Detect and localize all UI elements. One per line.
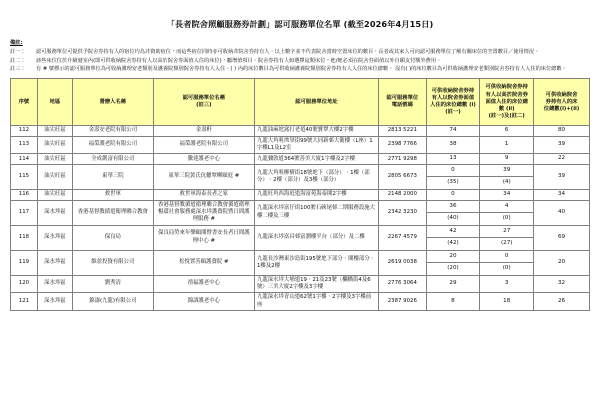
cell-beds-total: 39 xyxy=(534,164,590,189)
bed-count-nursing-home: (20) xyxy=(447,265,459,272)
table-row xyxy=(11,200,590,225)
cell-unit-name: 錦濤護老中心 xyxy=(153,293,254,311)
cell-address: 九龍深水埗富仔街100號石硤尾邨二期服務設施大樓二樓及三樓 xyxy=(254,200,378,225)
note-item xyxy=(10,57,590,65)
bed-count-nursing-home: (0) xyxy=(502,265,511,272)
cell-beds-i: 8 xyxy=(426,293,480,311)
cell-address: 九龍深水埗青山道62號1字樓、2字樓及3字樓前座 xyxy=(254,293,378,311)
cell-beds-total: 22 xyxy=(534,154,590,165)
cell-tel: 2813 5221 xyxy=(379,126,427,137)
note-text: 有 # 號標示的認可服務單位為可收納護理安老類別及護養院類別院舍券持有人入住。( ) 內的床位數目為可供收納護養院類別院舍券持有人入住的床位總數。 沒有( )的床位數目為可供收納護理安老類別院舍券持有人入住的床位總數。 xyxy=(36,66,567,73)
cell-address: 九龍深水埗大埔道19、21及23號（欄橋街4及6號）三美大廈2字樓及3字樓 xyxy=(254,275,378,293)
bed-count-residential-care: 0 xyxy=(480,251,533,264)
cell-beds-ii xyxy=(480,164,534,189)
note-item xyxy=(10,65,590,73)
cell-beds-ii xyxy=(480,225,534,250)
table-row xyxy=(11,126,590,137)
notes-section xyxy=(10,39,590,73)
column-header-beds-i xyxy=(426,79,480,126)
cell-operator: 錦濤(九龍)有限公司 xyxy=(73,293,154,311)
cell-address: 九龍大角咀柳樹街18號地下（部分）、1樓（部分）、2樓（部分）及3樓（部分） xyxy=(254,164,378,189)
cell-beds-i: 29 xyxy=(426,275,480,293)
cell-district: 深水埗區 xyxy=(37,250,72,275)
cell-seq: 121 xyxy=(11,293,38,311)
cell-beds-total: 80 xyxy=(534,126,590,137)
header-line: 面值人住的床位總 xyxy=(485,98,528,105)
cell-operator: 金壽安老院有限公司 xyxy=(73,126,154,137)
cell-district: 深水埗區 xyxy=(37,293,72,311)
cell-operator: 劉秀清 xyxy=(73,275,154,293)
header-line: 序號 xyxy=(18,98,30,105)
table-row xyxy=(11,164,590,189)
cell-beds-i: 74 xyxy=(426,126,480,137)
column-header-address xyxy=(254,79,378,126)
table-header xyxy=(11,79,590,126)
bed-count-residential-care: 4 xyxy=(480,201,533,214)
header-line: 人住的床位總數 (i) xyxy=(430,102,476,109)
cell-beds-i xyxy=(426,200,480,225)
header-line: 營辦人名稱 xyxy=(99,98,127,105)
cell-district: 油尖旺區 xyxy=(37,136,72,154)
column-header-beds-ii xyxy=(480,79,534,126)
cell-tel: 2267 4579 xyxy=(379,225,427,250)
column-header-unit-name xyxy=(153,79,254,126)
header-row xyxy=(11,79,590,126)
cell-beds-total: 20 xyxy=(534,250,590,275)
header-line: (註一)及(註二) xyxy=(488,112,525,119)
cell-operator: 福榮護老院有限公司 xyxy=(73,136,154,154)
cell-beds-i xyxy=(426,250,480,275)
cell-unit-name: 禧福護老中心 xyxy=(153,275,254,293)
cell-district: 深水埗區 xyxy=(37,225,72,250)
cell-unit-name: 騰達護老中心 xyxy=(153,154,254,165)
cell-seq: 117 xyxy=(11,200,38,225)
header-line: 地區 xyxy=(49,98,61,105)
note-tag: 註一： xyxy=(10,49,26,56)
cell-beds-i: 0 xyxy=(426,190,480,201)
table-row xyxy=(11,250,590,275)
page-title: 「長者院舍照顧服務券計劃」認可服務單位名單 (截至2026年4月15日) xyxy=(166,19,434,29)
cell-address: 九龍大角咀埃華街99號大同新邨大衛樓（L座）1字樓L1及L2室 xyxy=(254,136,378,154)
table-body xyxy=(11,126,590,311)
bed-count-residential-care: 0 xyxy=(427,165,480,178)
cell-seq: 114 xyxy=(11,154,38,165)
cell-beds-ii: 3 xyxy=(480,275,534,293)
cell-district: 深水埗區 xyxy=(37,200,72,225)
cell-district: 油尖旺區 xyxy=(37,190,72,201)
table-row xyxy=(11,293,590,311)
cell-tel: 2805 6673 xyxy=(379,164,427,189)
table-row xyxy=(11,225,590,250)
cell-tel: 2342 3230 xyxy=(379,200,427,225)
bed-count-residential-care: 27 xyxy=(480,226,533,239)
cell-address: 九龍旺角西海庭道海富苑海泰閣2字樓 xyxy=(254,190,378,201)
cell-address: 九龍深水埗富昌邨富潤樓平台（部分）及二樓 xyxy=(254,225,378,250)
header-line: 電話號碼 xyxy=(391,102,413,109)
cell-beds-ii: 6 xyxy=(480,126,534,137)
cell-seq: 118 xyxy=(11,225,38,250)
cell-operator: 保良局 xyxy=(73,225,154,250)
cell-tel: 2148 2000 xyxy=(379,190,427,201)
cell-beds-ii xyxy=(480,250,534,275)
cell-unit-name: 金壽軒 xyxy=(153,126,254,137)
cell-beds-i: 38 xyxy=(426,136,480,154)
note-tag: 註二： xyxy=(10,57,26,64)
note-text: 認可服務單位可提供予院舍券持有人的宿位均為非資助宿位，而這些宿位同時亦可收納非院舍券持有人。以上數字並不代表院舍當時空置床位的數目，長者或其家人可向認可服務單位了解有關床位的空置數目／使用情況。 xyxy=(36,49,540,56)
header-line: 有人以高於院舍券 xyxy=(485,91,528,98)
cell-tel: 2771 9298 xyxy=(379,154,427,165)
header-line: (註一) xyxy=(445,109,461,116)
header-line: 可供收納院舍 xyxy=(545,91,578,98)
cell-operator: 維盈投資有限公司 xyxy=(73,250,154,275)
cell-unit-name: 松悅置善頤護養院 # xyxy=(153,250,254,275)
cell-beds-i xyxy=(426,225,480,250)
column-header-operator xyxy=(73,79,154,126)
cell-operator: 香港基督教循道衛理聯合教會 xyxy=(73,200,154,225)
cell-tel: 2398 7766 xyxy=(379,136,427,154)
header-line: 認可服務單位地址 xyxy=(295,98,338,105)
cell-seq: 112 xyxy=(11,126,38,137)
header-line: 數 (ii) xyxy=(498,105,515,112)
cell-tel: 2387 9026 xyxy=(379,293,427,311)
bed-count-nursing-home: (42) xyxy=(447,240,459,247)
table-row xyxy=(11,154,590,165)
bed-count-nursing-home: (40) xyxy=(447,215,459,222)
service-units-table xyxy=(10,78,590,311)
cell-unit-name: 東華三院黃氏伉儷翠柳頤庭 # xyxy=(153,164,254,189)
cell-address: 九龍油麻地窩打老道40號寶翠大樓2字樓 xyxy=(254,126,378,137)
note-text: 該些床位位於升級寢室內(即可供收納院舍券持有人以高於院舍券面值入住的床位)，屬增值項目。院舍券持有人如選擇這類床位，他/她必須在院舍券面值以外自願支付額外費用。 xyxy=(36,57,442,64)
cell-beds-total: 69 xyxy=(534,225,590,250)
cell-seq: 115 xyxy=(11,164,38,189)
cell-beds-i xyxy=(426,164,480,189)
header-line: 券持有人的床 xyxy=(545,98,578,105)
cell-beds-total: 34 xyxy=(534,190,590,201)
bed-count-residential-care: 42 xyxy=(427,226,480,239)
cell-seq: 120 xyxy=(11,275,38,293)
cell-seq: 119 xyxy=(11,250,38,275)
cell-beds-ii xyxy=(480,200,534,225)
cell-unit-name: 福榮護老院有限公司 xyxy=(153,136,254,154)
cell-address: 九龍長沙灣東沙島街195號地下部分、閣樓部分、1樓及2樓 xyxy=(254,250,378,275)
notes-label: 備註: xyxy=(10,39,23,46)
header-line: 有人以院舍券面值 xyxy=(431,95,475,102)
cell-operator: 救世軍 xyxy=(73,190,154,201)
cell-unit-name: 香港基督教循道衛理聯合教會循道衛理楊震社會服務處深水埗護養院暨日間護理服務 # xyxy=(153,200,254,225)
bed-count-nursing-home: (0) xyxy=(502,215,511,222)
cell-district: 油尖旺區 xyxy=(37,126,72,137)
column-header-district xyxy=(37,79,72,126)
header-line: 認可服務單位 xyxy=(386,95,419,102)
cell-beds-ii: 18 xyxy=(480,293,534,311)
column-header-beds-total xyxy=(534,79,590,126)
cell-beds-total: 26 xyxy=(534,293,590,311)
cell-beds-ii: 9 xyxy=(480,154,534,165)
note-item xyxy=(10,48,590,56)
cell-district: 深水埗區 xyxy=(37,275,72,293)
header-line: (註三) xyxy=(196,102,212,109)
cell-beds-ii: 1 xyxy=(480,136,534,154)
cell-tel: 2776 3064 xyxy=(379,275,427,293)
cell-beds-total: 39 xyxy=(534,136,590,154)
cell-unit-name: 救世軍海泰長者之家 xyxy=(153,190,254,201)
header-line: 可供收納院舍券持 xyxy=(431,87,475,94)
table-row xyxy=(11,136,590,154)
bed-count-nursing-home: (35) xyxy=(447,179,459,186)
bed-count-nursing-home: (27) xyxy=(500,240,513,247)
header-line: 可供收納院舍券持 xyxy=(485,84,528,91)
cell-district: 油尖旺區 xyxy=(37,164,72,189)
note-tag: 註三： xyxy=(10,66,26,73)
column-header-tel xyxy=(379,79,427,126)
cell-operator: 全成創富有限公司 xyxy=(73,154,154,165)
cell-seq: 116 xyxy=(11,190,38,201)
cell-address: 九龍彌敦道364號善美大廈1字樓及2字樓 xyxy=(254,154,378,165)
header-line: 認可服務單位名稱 xyxy=(182,95,225,102)
cell-unit-name: 保良局勞來年樂頤閣暨書安長者日間護理中心 # xyxy=(153,225,254,250)
cell-beds-i: 13 xyxy=(426,154,480,165)
cell-beds-ii: 34 xyxy=(480,190,534,201)
table-row xyxy=(11,190,590,201)
cell-district: 油尖旺區 xyxy=(37,154,72,165)
cell-beds-total: 32 xyxy=(534,275,590,293)
bed-count-nursing-home: (4) xyxy=(502,179,511,186)
bed-count-residential-care: 20 xyxy=(427,251,480,264)
cell-seq: 113 xyxy=(11,136,38,154)
cell-operator: 東華三院 xyxy=(73,164,154,189)
cell-tel: 2619 0038 xyxy=(379,250,427,275)
table-row xyxy=(11,275,590,293)
column-header-seq xyxy=(11,79,38,126)
cell-beds-total: 40 xyxy=(534,200,590,225)
bed-count-residential-care: 39 xyxy=(480,165,533,178)
header-line: 位總數(i)+(ii) xyxy=(543,105,580,112)
bed-count-residential-care: 36 xyxy=(427,201,480,214)
